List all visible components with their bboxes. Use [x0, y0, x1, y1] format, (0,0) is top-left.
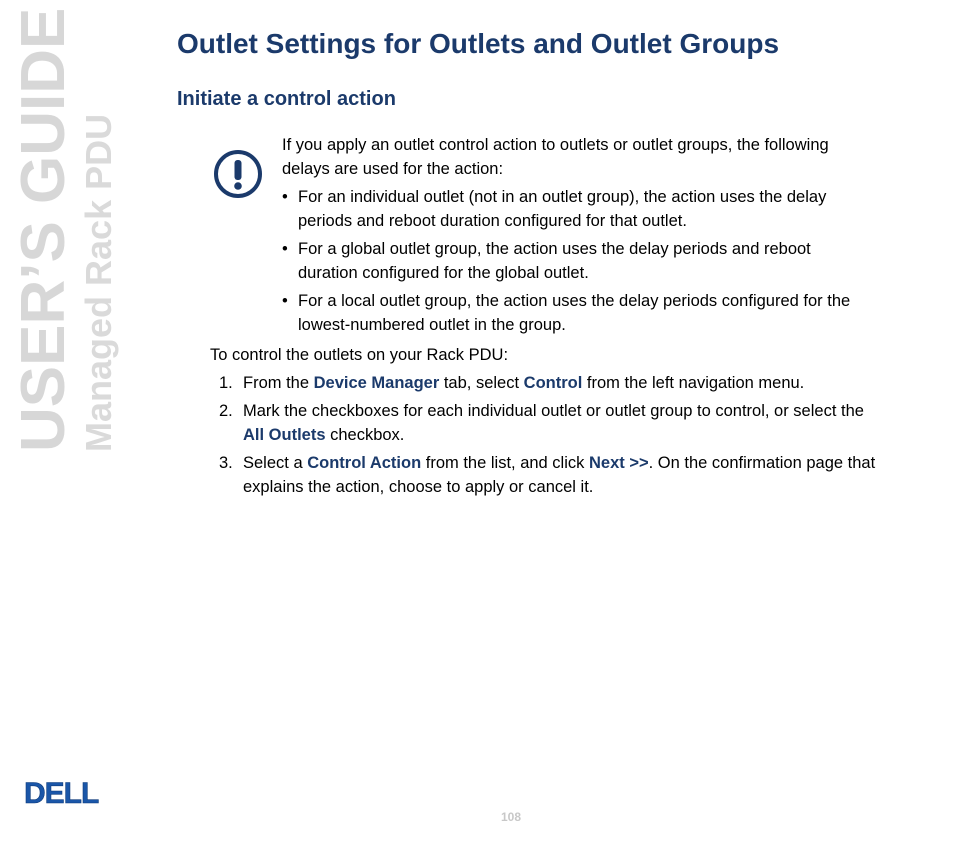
instructions-intro: To control the outlets on your Rack PDU: [210, 346, 509, 364]
step-number: 1. [219, 374, 233, 392]
steps-list [219, 371, 879, 503]
notice-intro: If you apply an outlet control action to outlets or outlet groups, the following delays are used for the action: [282, 136, 829, 178]
sidebar-subtitle: Managed Rack PDU [78, 113, 119, 452]
ui-term-control: Control [523, 374, 583, 392]
step-text: From the [243, 374, 314, 392]
page-number: 108 [500, 810, 522, 824]
ui-term-all-outlets: All Outlets [243, 426, 326, 444]
step-text: . On the confirmation page that explains the action, choose to apply or cancel it. [243, 454, 876, 496]
list-item: • For a local outlet group, the action uses the delay periods configured for the lowest-numbered outlet in the group. [282, 289, 872, 337]
step-number: 2. [219, 402, 233, 420]
list-item: • For an individual outlet (not in an outlet group), the action uses the delay periods and reboot duration configured for that outlet. [282, 185, 872, 233]
step-text: from the left navigation menu. [582, 374, 805, 392]
step-text: from the list, and click [421, 454, 589, 472]
page-title: Outlet Settings for Outlets and Outlet Groups [177, 28, 780, 59]
sidebar-title: USER’S GUIDE [9, 7, 78, 452]
svg-text:DELL: DELL [24, 777, 99, 807]
step-text: Select a [243, 454, 308, 472]
step-text: Mark the checkboxes for each individual outlet or outlet group to control, or select the [243, 402, 864, 420]
notice-list [282, 185, 872, 337]
ui-term-next: Next >> [588, 454, 649, 472]
section-title: Initiate a control action [177, 88, 396, 110]
step-text: checkbox. [325, 426, 405, 444]
step-1 [219, 371, 879, 395]
ui-term-device-manager: Device Manager [313, 374, 440, 392]
notice-block [282, 133, 872, 341]
list-item: • For a global outlet group, the action uses the delay periods and reboot duration configured for the global outlet. [282, 237, 872, 285]
step-3 [219, 451, 879, 499]
step-2 [219, 399, 879, 447]
ui-term-control-action: Control Action [307, 454, 422, 472]
step-number: 3. [219, 454, 233, 472]
exclamation-icon [213, 149, 263, 199]
dell-logo [24, 777, 112, 807]
step-text: tab, select [439, 374, 524, 392]
